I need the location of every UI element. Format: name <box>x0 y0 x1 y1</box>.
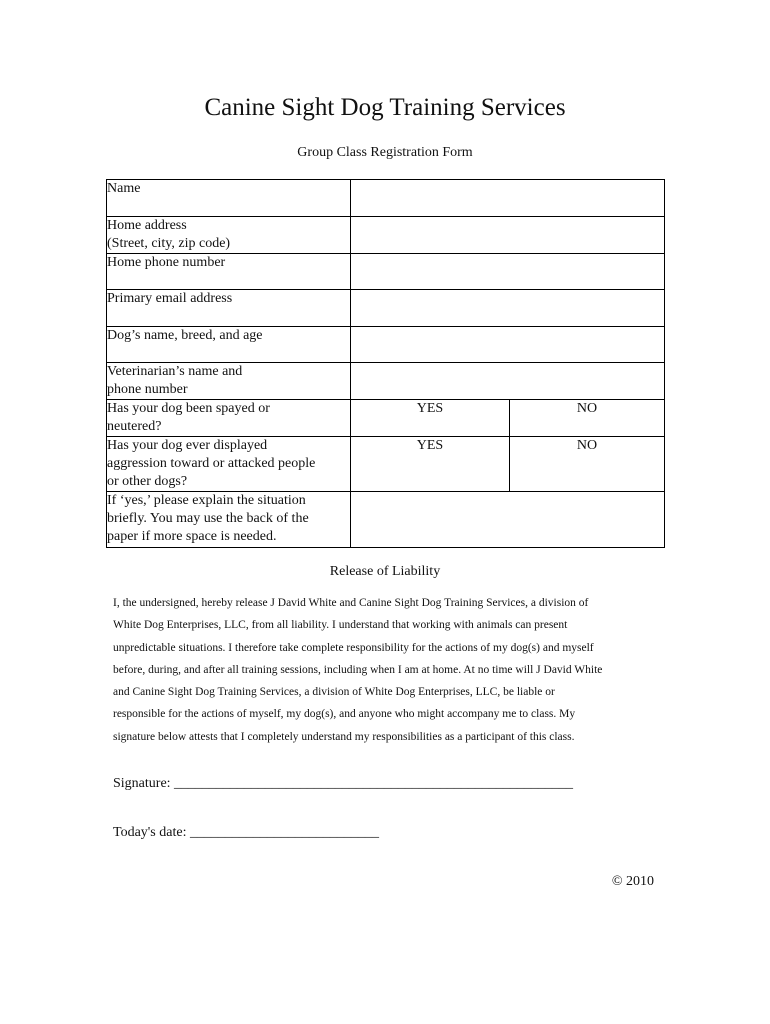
home-phone-label: Home phone number <box>107 254 351 290</box>
veterinarian-label: Veterinarian’s name and phone number <box>107 363 351 400</box>
spayed-no-option[interactable]: NO <box>510 400 665 437</box>
signature-line[interactable]: Signature: _________________________________________________________ <box>113 776 574 791</box>
email-label: Primary email address <box>107 290 351 327</box>
row-aggression <box>107 437 665 492</box>
explanation-label: If ‘yes,’ please explain the situation briefly. You may use the back of the paper if more space is needed. <box>107 492 351 548</box>
aggression-yes-option[interactable]: YES <box>351 437 510 492</box>
name-label: Name <box>107 180 351 217</box>
date-line[interactable]: Today's date: ___________________________ <box>113 825 379 840</box>
spayed-label: Has your dog been spayed or neutered? <box>107 400 351 437</box>
form-subtitle: Group Class Registration Form <box>297 145 473 160</box>
release-heading: Release of Liability <box>329 564 441 579</box>
registration-table <box>106 179 665 548</box>
release-line: I, the undersigned, hereby release J David White and Canine Sight Dog Training Services, a division of <box>113 597 589 609</box>
page-title: Canine Sight Dog Training Services <box>204 94 566 121</box>
aggression-label: Has your dog ever displayed aggression toward or attacked people or other dogs? <box>107 437 351 492</box>
home-phone-field[interactable] <box>351 254 665 290</box>
row-home-phone <box>107 254 665 290</box>
copyright-notice: © 2010 <box>611 874 654 889</box>
home-address-field[interactable] <box>351 217 665 254</box>
row-dog-info <box>107 327 665 363</box>
row-home-address <box>107 217 665 254</box>
release-text <box>113 592 658 748</box>
explanation-field[interactable] <box>351 492 665 548</box>
name-field[interactable] <box>351 180 665 217</box>
row-spayed <box>107 400 665 437</box>
spayed-yes-option[interactable]: YES <box>351 400 510 437</box>
release-line: responsible for the actions of myself, my dog(s), and anyone who might accompany me to class. My <box>113 708 576 721</box>
dog-info-label: Dog’s name, breed, and age <box>107 327 351 363</box>
aggression-no-option[interactable]: NO <box>510 437 665 492</box>
row-explanation <box>107 492 665 548</box>
release-line: signature below attests that I completely understand my responsibilities as a participant of this class. <box>113 730 575 743</box>
release-line: before, during, and after all training sessions, including when I am at home. At no time will J David White <box>113 663 603 676</box>
dog-info-field[interactable] <box>351 327 665 363</box>
row-veterinarian <box>107 363 665 400</box>
email-field[interactable] <box>351 290 665 327</box>
release-line: unpredictable situations. I therefore take complete responsibility for the actions of my dog(s) and myself <box>113 641 594 654</box>
release-line: and Canine Sight Dog Training Services, a division of White Dog Enterprises, LLC, be liable or <box>113 686 555 699</box>
row-email <box>107 290 665 327</box>
row-name <box>107 180 665 217</box>
release-line: White Dog Enterprises, LLC, from all liability. I understand that working with animals can present <box>113 619 568 632</box>
veterinarian-field[interactable] <box>351 363 665 400</box>
home-address-label: Home address (Street, city, zip code) <box>107 217 351 254</box>
